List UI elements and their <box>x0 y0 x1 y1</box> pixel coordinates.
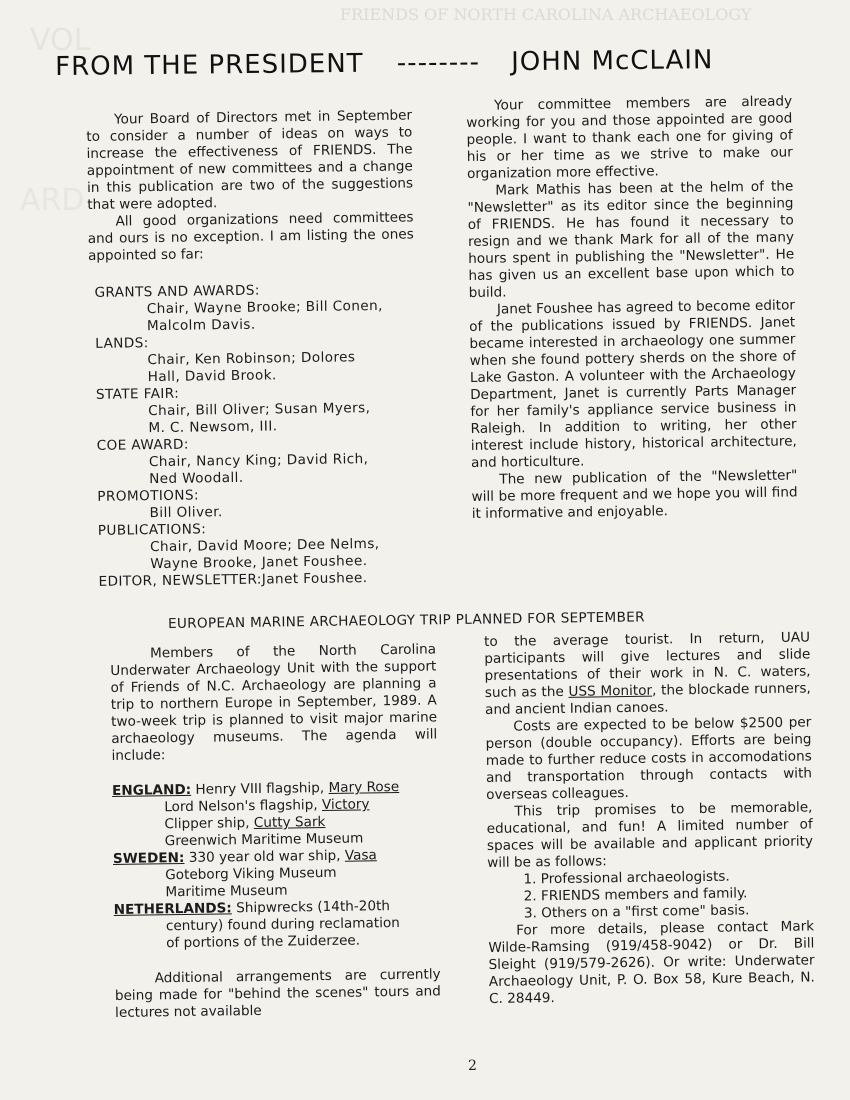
headline-title: FROM THE PRESIDENT <box>55 48 364 82</box>
page-headline <box>55 44 845 102</box>
committee-name: PUBLICATIONS: <box>97 521 207 539</box>
committee-members: Malcolm Davis. <box>146 316 256 335</box>
page-number: 2 <box>468 1058 477 1074</box>
agenda-line: Greenwich Maritime Museum <box>164 830 364 850</box>
trip-paragraph: For more details, please contact Mark Wilde-Ramsing (919/458-9042) or Dr. Bill Sleight (919/579-2626). Or write: Underwater Archaeology Unit, P. O. Box 58, Kure Beach, N. C. 28449. <box>488 918 815 1007</box>
committee-name: COE AWARD: <box>96 436 189 454</box>
ship-name: Victory <box>321 796 370 814</box>
committee-members: M. C. Newsom, III. <box>148 418 278 437</box>
agenda-item: Shipwrecks (14th-20th <box>236 898 391 917</box>
trip-paragraph: Costs are expected to be below $2500 per person (double occupancy). Efforts are being made to further reduce costs in accomodations and transportation through contacts with overseas colleagues. <box>485 714 813 803</box>
committee-members: Wayne Brooke, Janet Foushee. <box>150 553 368 573</box>
letter-paragraph: Your Board of Directors met in September to consider a number of ideas on ways to increase the effectiveness of FRIENDS. The appointment of new committees and a change in this publication are two of the suggestions that were adopted. <box>86 107 414 213</box>
committee-name: PROMOTIONS: <box>97 487 200 505</box>
ghost-masthead-text: FRIENDS OF NORTH CAROLINA ARCHAEOLOGY <box>340 5 752 24</box>
ship-name: Cutty Sark <box>253 814 326 832</box>
committee-members: Hall, David Brook. <box>147 367 277 386</box>
trip-article-right-column <box>484 629 815 1008</box>
agenda-line: of portions of the Zuiderzee. <box>166 932 361 952</box>
agenda-item: Henry VIII flagship, <box>195 780 325 798</box>
committee-members: Chair, Nancy King; David Rich, <box>148 451 369 471</box>
priority-item: 3. Others on a "first come" basis. <box>523 902 750 922</box>
president-letter-left-column <box>86 107 419 591</box>
trip-article-title: EUROPEAN MARINE ARCHAEOLOGY TRIP PLANNED FOR SEPTEMBER <box>168 609 645 632</box>
letter-paragraph: Mark Mathis has been at the helm of the "Newsletter" as its editor since the beginning of FRIENDS. He has found it necessary to resign and we thank Mark for all of the many hours spent in publishing the "Newsletter". He has given us an excellent base upon which to build. <box>467 178 795 301</box>
trip-text: , the blockade runners, and ancient Indian canoes. <box>484 680 811 718</box>
trip-article-left-column <box>110 641 441 1022</box>
agenda-line: Maritime Museum <box>165 882 288 901</box>
trip-paragraph: Additional arrangements are currently being made for "behind the scenes" tours and lectures not available <box>114 966 441 1021</box>
committee-members: Ned Woodall. <box>149 469 244 488</box>
letter-paragraph: Janet Foushee has agreed to become editor of the publications issued by FRIENDS. Janet became interested in archaeology one summer when she found pottery sherds on the shore of Lake Gaston. A volunteer with the Archaeology Department, Janet is currently Parts Manager for her family's appliance service business in Raleigh. In addition to writing, her other interest include history, historical architecture, and horticulture. <box>469 297 797 471</box>
committee-members: Chair, Ken Robinson; Dolores <box>147 349 356 369</box>
trip-paragraph: Members of the North Carolina Underwater Archaeology Unit with the support of Friends of N.C. Archaeology are planning a trip to northern Europe in September, 1989. A two-week trip is planned to visit major marine archaeology museums. The agenda will include: <box>110 641 438 764</box>
country-netherlands: NETHERLANDS: <box>113 900 232 918</box>
trip-paragraph: This trip promises to be memorable, educational, and fun! A limited number of spaces will be available and applicant priority will be as follows: <box>486 799 814 871</box>
agenda-item: 330 year old war ship, <box>188 847 341 866</box>
ghost-large-text: VOL <box>30 23 91 58</box>
country-england: ENGLAND: <box>111 781 192 799</box>
ship-name: Vasa <box>344 847 377 864</box>
agenda-line: Goteborg Viking Museum <box>165 864 337 884</box>
priority-item: 1. Professional archaeologists. <box>523 868 730 888</box>
agenda-line: century) found during reclamation <box>165 914 400 935</box>
editor-line: EDITOR, NEWSLETTER:Janet Foushee. <box>98 570 368 590</box>
committee-name: LANDS: <box>95 335 149 352</box>
agenda-item: Lord Nelson's flagship, <box>164 797 318 816</box>
country-sweden: SWEDEN: <box>112 849 185 867</box>
ghost-side-text: ARD <box>20 183 85 218</box>
ship-name-monitor: USS Monitor <box>568 682 653 700</box>
priority-item: 2. FRIENDS members and family. <box>523 885 748 905</box>
committee-list <box>88 280 418 591</box>
letter-paragraph: Your committee members are already working for you and those appointed are good people. I want to thank each one for giving of his or her time as we strive to make our organization more effective. <box>466 93 793 182</box>
trip-text: to the average tourist. In return, UAU participants will give lectures and slide presentations of their work in N. C. waters, such as the <box>484 629 811 701</box>
letter-paragraph: The new publication of the "Newsletter" will be more frequent and we hope you will find it informative and enjoyable. <box>471 467 798 522</box>
committee-members: Chair, David Moore; Dee Nelms, <box>149 535 380 556</box>
ship-name: Mary Rose <box>328 778 400 796</box>
committee-name: STATE FAIR: <box>95 385 180 403</box>
letter-paragraph: All good organizations need committees and ours is no exception. I am listing the ones appointed so far: <box>87 209 414 264</box>
president-letter-right-column <box>466 93 798 523</box>
headline-author: JOHN McCLAIN <box>511 45 714 78</box>
headline-dashes: -------- <box>396 47 481 79</box>
committee-name: GRANTS AND AWARDS: <box>94 282 260 301</box>
trip-paragraph <box>484 629 811 719</box>
committee-members: Chair, Bill Oliver; Susan Myers, <box>148 400 371 420</box>
committee-members: Bill Oliver. <box>149 504 223 522</box>
agenda-item: Clipper ship, <box>164 815 250 833</box>
committee-members: Chair, Wayne Brooke; Bill Conen, <box>146 297 383 318</box>
